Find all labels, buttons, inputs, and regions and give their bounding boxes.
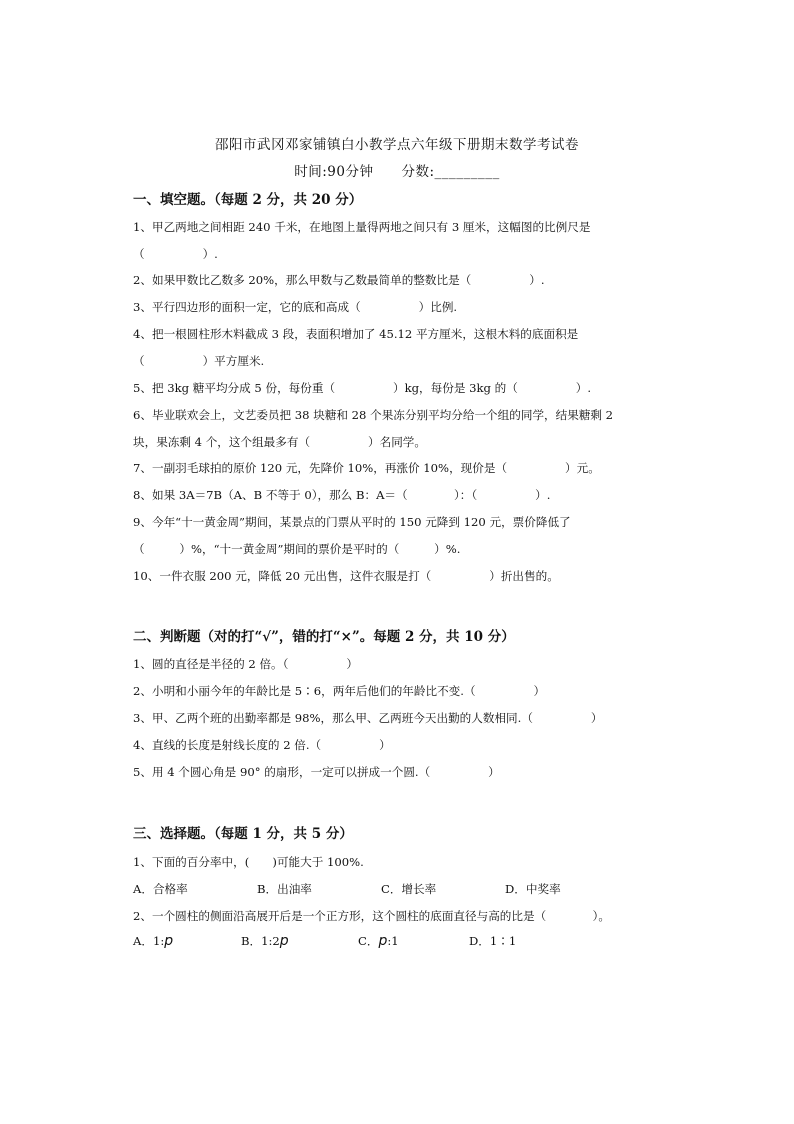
exam-title: 邵阳市武冈邓家铺镇白小教学点六年级下册期末数学考试卷 <box>215 137 579 153</box>
question-line: 4、直线的长度是射线长度的 2 倍.（ ） <box>133 738 391 752</box>
question-line: 6、毕业联欢会上，文艺委员把 38 块糖和 28 个果冻分别平均分给一个组的同学，结果糖剩 2 <box>133 408 614 422</box>
option-d: D．1∶1 <box>469 934 517 948</box>
question-line: 4、把一根圆柱形木料截成 3 段，表面积增加了 45.12 平方厘米，这根木料的底面积是 <box>133 327 579 341</box>
question-line: 10、一件衣服 200 元，降低 20 元出售，这件衣服是打（ ）折出售的。 <box>133 569 559 583</box>
option-a-prefix: A．1: <box>133 934 165 948</box>
option-b-prefix: B．1:2 <box>241 934 280 948</box>
question-line: 1、下面的百分率中，( )可能大于 100%. <box>133 855 364 869</box>
question-line: （ ）. <box>133 247 218 261</box>
question-line: （ ）%，“十一黄金周”期间的票价是平时的（ ）%. <box>133 542 461 556</box>
option-b: B．出油率 <box>257 882 312 896</box>
pi-symbol: p <box>164 933 174 949</box>
question-line: 9、今年“十一黄金周”期间，某景点的门票从平时的 150 元降到 120 元，票价降低了 <box>133 515 571 529</box>
option-d: D．中奖率 <box>505 882 561 896</box>
question-line: 5、用 4 个圆心角是 90° 的扇形，一定可以拼成一个圆.（ ） <box>133 765 500 779</box>
exam-subtitle: 时间:90分钟 分数:_________ <box>294 164 500 180</box>
option-c-prefix: C． <box>358 934 379 948</box>
question-line: 2、小明和小丽今年的年龄比是 5∶6，两年后他们的年龄比不变.（ ） <box>133 684 546 698</box>
question-line: 2、一个圆柱的侧面沿高展开后是一个正方形，这个圆柱的底面直径与高的比是（ ）。 <box>133 909 610 923</box>
question-line: 3、甲、乙两个班的出勤率都是 98%，那么甲、乙两班今天出勤的人数相同.（ ） <box>133 711 603 725</box>
question-line: （ ）平方厘米. <box>133 354 265 368</box>
section-heading-fill-blank: 一、填空题。（每题 2 分，共 20 分） <box>133 192 363 208</box>
option-b <box>241 933 289 949</box>
option-c <box>358 933 399 949</box>
question-line: 2、如果甲数比乙数多 20%，那么甲数与乙数最简单的整数比是（ ）. <box>133 273 545 287</box>
question-line: 8、如果 3A＝7B（A、B 不等于 0），那么 B：A＝（ ）：（ ）. <box>133 488 551 502</box>
option-c: C．增长率 <box>381 882 437 896</box>
option-a: A．合格率 <box>133 882 188 896</box>
question-line: 块，果冻剩 4 个，这个组最多有（ ）名同学。 <box>133 435 426 449</box>
option-c-suffix: :1 <box>387 934 399 948</box>
section-heading-multiple-choice: 三、选择题。（每题 1 分，共 5 分） <box>133 826 353 842</box>
section-heading-true-false: 二、判断题（对的打“√”，错的打“×”。每题 2 分，共 10 分） <box>133 629 515 645</box>
question-line: 7、一副羽毛球拍的原价 120 元，先降价 10%，再涨价 10%，现价是（ ）元。 <box>133 461 600 475</box>
question-line: 3、平行四边形的面积一定，它的底和高成（ ）比例. <box>133 300 458 314</box>
option-a <box>133 933 173 949</box>
question-line: 5、把 3kg 糖平均分成 5 份，每份重（ ）kg，每份是 3kg 的（ ）. <box>133 381 592 395</box>
pi-symbol: p <box>378 933 388 949</box>
question-line: 1、圆的直径是半径的 2 倍。（ ） <box>133 657 359 671</box>
pi-symbol: p <box>279 933 289 949</box>
question-line: 1、甲乙两地之间相距 240 千米，在地图上量得两地之间只有 3 厘米，这幅图的比例尺是 <box>133 220 591 234</box>
